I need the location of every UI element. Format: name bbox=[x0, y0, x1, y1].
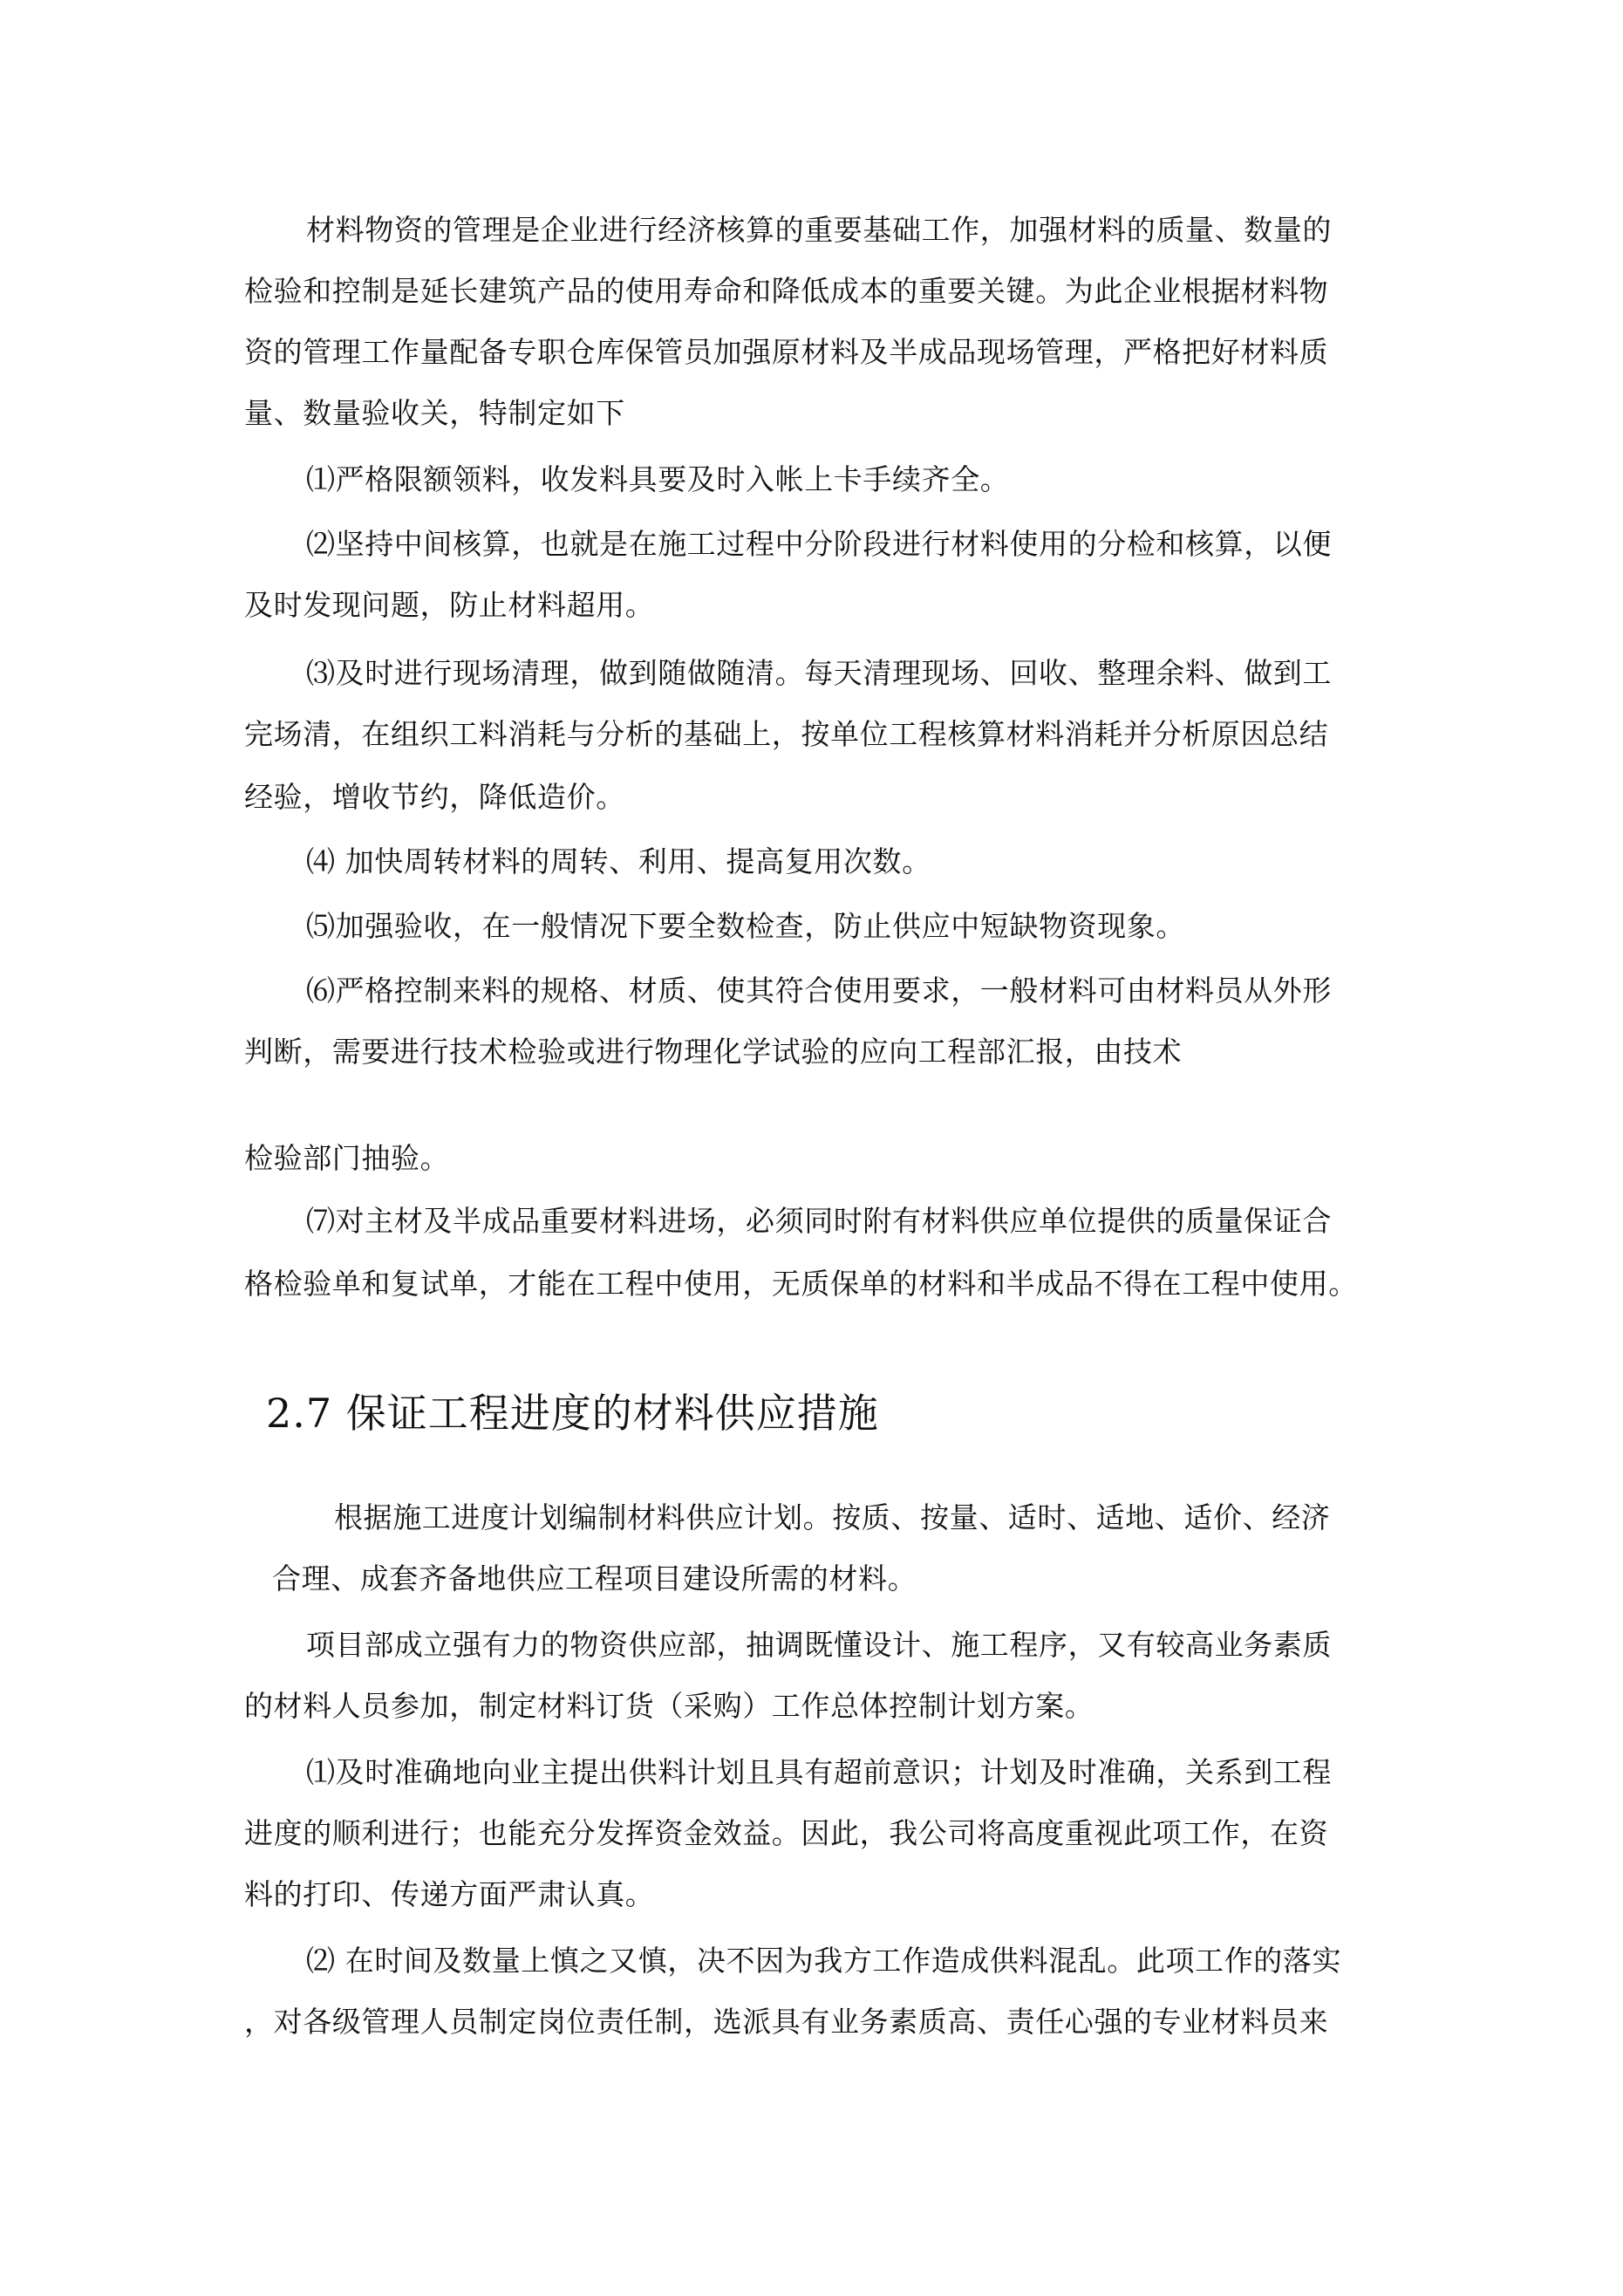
text-line: 格检验单和复试单，才能在工程中使用，无质保单的材料和半成品不得在工程中使用。 bbox=[244, 1267, 1358, 1301]
text-line: 量、数量验收关，特制定如下 bbox=[244, 396, 625, 430]
list-item: ⑵坚持中间核算，也就是在施工过程中分阶段进行材料使用的分检和核算，以便 bbox=[306, 527, 1332, 561]
text-line: 经验，增收节约，降低造价。 bbox=[244, 780, 625, 814]
list-item: ⑺对主材及半成品重要材料进场，必须同时附有材料供应单位提供的质量保证合 bbox=[306, 1204, 1332, 1238]
text-line: 料的打印、传递方面严肃认真。 bbox=[244, 1877, 655, 1911]
text-line: 材料物资的管理是企业进行经济核算的重要基础工作，加强材料的质量、数量的 bbox=[306, 213, 1332, 247]
list-item: ⑴及时准确地向业主提出供料计划且具有超前意识；计划及时准确，关系到工程 bbox=[306, 1755, 1332, 1789]
text-line: 的材料人员参加，制定材料订货（采购）工作总体控制计划方案。 bbox=[244, 1689, 1095, 1723]
text-line: 根据施工进度计划编制材料供应计划。按质、按量、适时、适地、适价、经济 bbox=[334, 1500, 1331, 1534]
list-item: ⑹严格控制来料的规格、材质、使其符合使用要求，一般材料可由材料员从外形 bbox=[306, 974, 1332, 1008]
text-line: 合理、成套齐备地供应工程项目建设所需的材料。 bbox=[272, 1561, 917, 1596]
list-item: ⑶及时进行现场清理，做到随做随清。每天清理现场、回收、整理余料、做到工 bbox=[306, 656, 1332, 690]
text-line: 项目部成立强有力的物资供应部，抽调既懂设计、施工程序，又有较高业务素质 bbox=[306, 1628, 1332, 1662]
text-line: 进度的顺利进行；也能充分发挥资金效益。因此，我公司将高度重视此项工作，在资 bbox=[244, 1816, 1329, 1850]
list-item: ⑴严格限额领料，收发料具要及时入帐上卡手续齐全。 bbox=[306, 462, 1010, 496]
text-line: 判断，需要进行技术检验或进行物理化学试验的应向工程部汇报，由技术 bbox=[244, 1035, 1183, 1069]
text-line: 资的管理工作量配备专职仓库保管员加强原材料及半成品现场管理，严格把好材料质 bbox=[244, 335, 1329, 369]
text-line: 及时发现问题，防止材料超用。 bbox=[244, 588, 655, 622]
text-line: 检验部门抽验。 bbox=[244, 1141, 450, 1175]
list-item: ⑸加强验收，在一般情况下要全数检查，防止供应中短缺物资现象。 bbox=[306, 909, 1185, 943]
list-item: ⑵ 在时间及数量上慎之又慎，决不因为我方工作造成供料混乱。此项工作的落实 bbox=[306, 1944, 1342, 1978]
text-line: ，对各级管理人员制定岗位责任制，选派具有业务素质高、责任心强的专业材料员来 bbox=[244, 2005, 1329, 2039]
text-line: 完场清，在组织工料消耗与分析的基础上，按单位工程核算材料消耗并分析原因总结 bbox=[244, 717, 1329, 751]
section-heading: 2.7 保证工程进度的材料供应措施 bbox=[266, 1390, 879, 1437]
list-item: ⑷ 加快周转材料的周转、利用、提高复用次数。 bbox=[306, 844, 931, 878]
text-line: 检验和控制是延长建筑产品的使用寿命和降低成本的重要关键。为此企业根据材料物 bbox=[244, 274, 1329, 308]
